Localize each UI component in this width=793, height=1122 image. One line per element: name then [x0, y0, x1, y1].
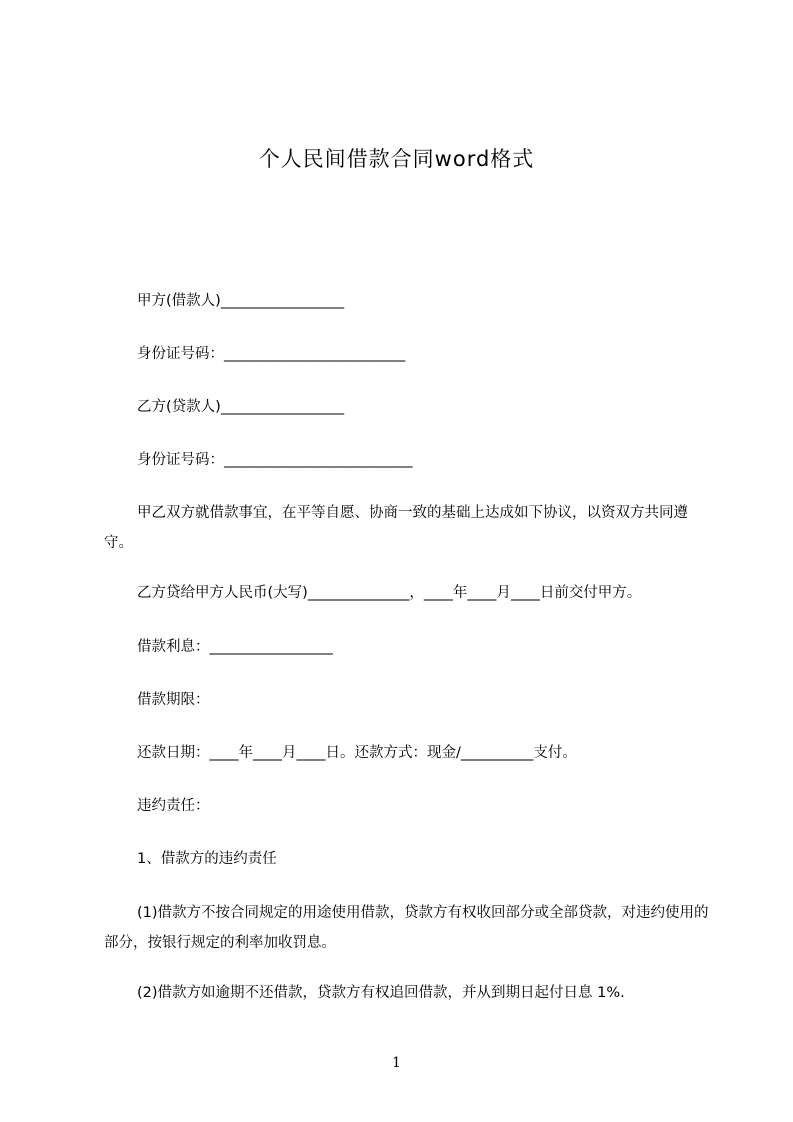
party-a-field: 甲方(借款人)_________________	[137, 293, 345, 309]
document-title: 个人民间借款合同word格式	[258, 147, 535, 171]
breach-item-1-2: (2)借款方如逾期不还借款，贷款方有权追回借款，并从到期日起付日息 1%.	[137, 985, 625, 1001]
party-a-id-field: 身份证号码：_________________________	[137, 346, 406, 362]
party-b-field: 乙方(贷款人)_________________	[137, 399, 345, 415]
repayment-clause: 还款日期：____年____月____日。还款方式：现金/__________支付。	[137, 745, 577, 761]
breach-item-1: 1、借款方的违约责任	[137, 851, 277, 867]
intro-paragraph: 甲乙双方就借款事宜，在平等自愿、协商一致的基础上达成如下协议，以资双方共同遵守。	[104, 505, 688, 551]
breach-heading: 违约责任：	[137, 798, 210, 814]
term-clause: 借款期限：	[137, 692, 210, 708]
party-b-id-field: 身份证号码：__________________________	[137, 452, 413, 468]
page-number: 1	[392, 1055, 401, 1071]
breach-item-1-1: (1)借款方不按合同规定的用途使用借款，贷款方有权收回部分或全部贷款，对违约使用的部分，按银行规定的利率加收罚息。	[104, 905, 709, 951]
interest-clause: 借款利息：_________________	[137, 639, 333, 655]
loan-amount-clause: 乙方贷给甲方人民币(大写)______________，____年____月____日前交付甲方。	[137, 585, 642, 601]
